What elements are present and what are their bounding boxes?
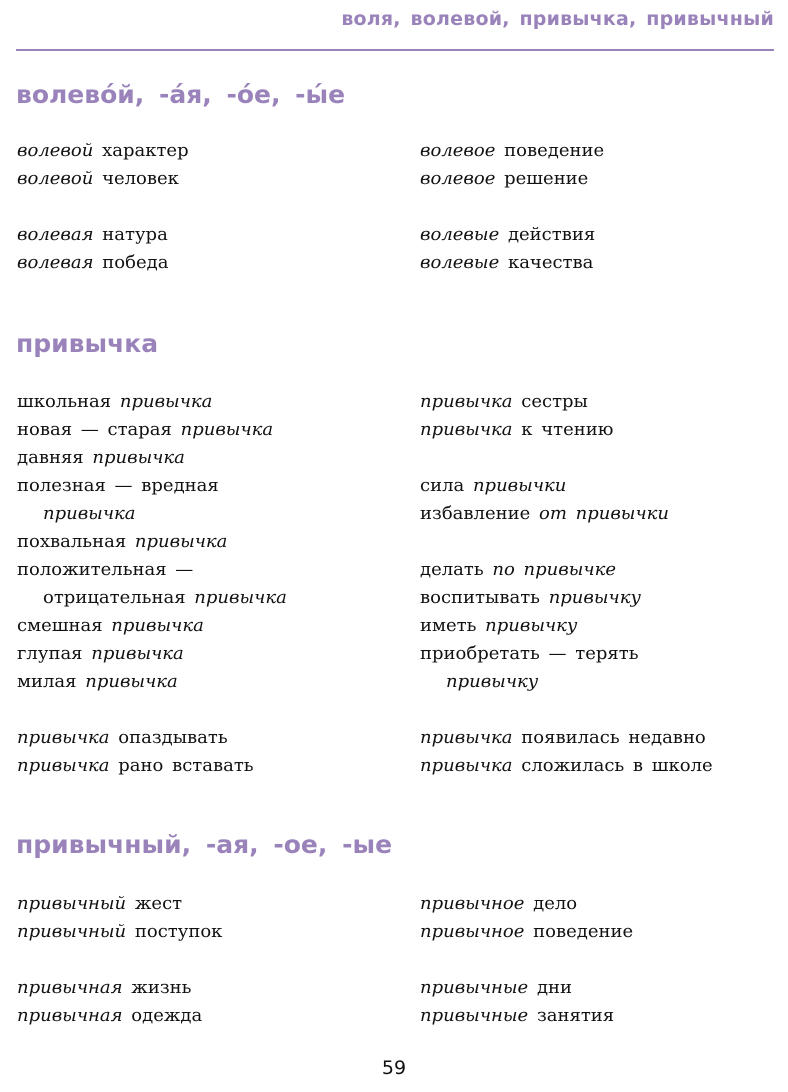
collocate-text: поведение [524, 921, 634, 942]
collocate-text: положительная — [17, 559, 194, 580]
collocate-text: жизнь [122, 977, 192, 998]
phrase-line [17, 221, 189, 249]
collocate-text: опаздывать [109, 727, 228, 748]
collocate-italic: волевое [420, 140, 496, 161]
collocate-italic: от привычки [538, 503, 669, 524]
phrase-line [17, 528, 287, 556]
collocate-italic: волевые [420, 224, 500, 245]
collocate-text: качества [499, 252, 594, 273]
entry-gap [17, 193, 189, 221]
phrase-line [420, 1002, 633, 1030]
collocate-italic: привычки [472, 475, 567, 496]
phrase-line [420, 752, 713, 780]
collocate-italic: волевой [17, 168, 94, 189]
phrase-line [17, 668, 287, 696]
phrase-line [17, 500, 287, 528]
collocate-text: к чтению [512, 419, 614, 440]
collocate-italic: привычка [119, 391, 213, 412]
collocate-text: новая — старая [17, 419, 181, 440]
phrase-line [420, 221, 604, 249]
phrase-line [17, 249, 189, 277]
collocate-text: полезная — вредная [17, 475, 219, 496]
page-number: 59 [381, 1057, 407, 1079]
collocate-italic: привычка [420, 419, 513, 440]
phrase-line [17, 584, 287, 612]
phrase-line [17, 640, 287, 668]
collocate-text: давняя [17, 447, 93, 468]
collocate-text: глупая [17, 643, 92, 664]
phrase-line [17, 974, 222, 1002]
collocate-text: действия [499, 224, 596, 245]
phrase-line [420, 556, 713, 584]
collocate-italic: привычка [194, 587, 287, 608]
phrase-line [17, 1002, 222, 1030]
phrase-line [17, 724, 287, 752]
entry-gap [420, 696, 713, 724]
collocate-text: сестры [512, 391, 588, 412]
phrase-line [17, 416, 287, 444]
collocate-italic: привычные [420, 1005, 529, 1026]
collocate-text: школьная [17, 391, 120, 412]
collocate-italic: привычку [485, 615, 578, 636]
header-divider [16, 49, 774, 51]
collocate-italic: привычный [17, 921, 127, 942]
collocate-text: жест [126, 893, 183, 914]
section-title: волево́й, -а́я, -о́е, -ы́е [16, 80, 346, 109]
collocate-text: появилась недавно [512, 727, 706, 748]
collocate-text: натура [93, 224, 168, 245]
phrase-line [17, 612, 287, 640]
collocate-italic: привычное [420, 921, 525, 942]
phrase-line [17, 890, 222, 918]
collocate-italic: привычка [91, 643, 184, 664]
collocate-italic: привычку [548, 587, 641, 608]
phrase-line [420, 612, 713, 640]
collocate-italic: по привычке [492, 559, 616, 580]
phrase-line [17, 388, 287, 416]
phrase-line [17, 444, 287, 472]
collocate-text: смешная [17, 615, 112, 636]
collocate-text: занятия [528, 1005, 615, 1026]
collocate-text: поведение [495, 140, 605, 161]
phrase-column-right [420, 388, 713, 780]
collocate-italic: привычка [85, 671, 178, 692]
phrase-column-left [17, 137, 189, 277]
collocate-text: решение [495, 168, 589, 189]
entry-gap [17, 946, 222, 974]
collocate-text: избавление [420, 503, 539, 524]
phrase-line [17, 165, 189, 193]
entry-gap [420, 193, 604, 221]
phrase-column-right [420, 137, 604, 277]
collocate-italic: волевые [420, 252, 500, 273]
collocate-italic: привычка [180, 419, 274, 440]
collocate-text: приобретать — терять [420, 643, 639, 664]
phrase-line [420, 584, 713, 612]
entry-gap [420, 528, 713, 556]
collocate-text: победа [93, 252, 169, 273]
section-title: привычный, -ая, -ое, -ые [16, 830, 393, 859]
collocate-italic: привычная [17, 977, 123, 998]
collocate-text: делать [420, 559, 493, 580]
collocate-italic: волевой [17, 140, 94, 161]
collocate-italic: привычка [43, 503, 136, 524]
phrase-line [420, 500, 713, 528]
collocate-italic: волевое [420, 168, 496, 189]
collocate-text: иметь [420, 615, 486, 636]
phrase-line [17, 137, 189, 165]
phrase-line [17, 918, 222, 946]
collocate-text: похвальная [17, 531, 135, 552]
collocate-italic: волевая [17, 224, 94, 245]
collocate-text: сила [420, 475, 473, 496]
phrase-column-left [17, 388, 287, 780]
running-head: воля, волевой, привычка, привычный [341, 8, 774, 30]
collocate-italic: привычка [17, 727, 110, 748]
phrase-line [420, 137, 604, 165]
collocate-italic: привычные [420, 977, 529, 998]
phrase-line [420, 249, 604, 277]
phrase-line [17, 752, 287, 780]
collocate-italic: привычный [17, 893, 127, 914]
entry-gap [420, 444, 713, 472]
collocate-italic: привычка [111, 615, 204, 636]
collocate-text: отрицательная [43, 587, 195, 608]
phrase-line [420, 640, 713, 668]
collocate-text: рано вставать [109, 755, 254, 776]
collocate-italic: волевая [17, 252, 94, 273]
collocate-text: дело [524, 893, 578, 914]
collocate-italic: привычная [17, 1005, 123, 1026]
collocate-text: дни [528, 977, 573, 998]
phrase-line [420, 890, 633, 918]
phrase-column-left [17, 890, 222, 1030]
collocate-italic: привычка [134, 531, 228, 552]
phrase-line [420, 724, 713, 752]
collocate-text: поступок [126, 921, 223, 942]
collocate-italic: привычка [420, 391, 513, 412]
collocate-italic: привычка [17, 755, 110, 776]
collocate-text: одежда [122, 1005, 203, 1026]
collocate-text: воспитывать [420, 587, 549, 608]
collocate-italic: привычное [420, 893, 525, 914]
phrase-line [420, 388, 713, 416]
collocate-text: человек [93, 168, 179, 189]
collocate-text: характер [93, 140, 189, 161]
phrase-line [420, 974, 633, 1002]
phrase-line [420, 165, 604, 193]
entry-gap [420, 946, 633, 974]
phrase-line [17, 472, 287, 500]
collocate-italic: привычку [446, 671, 539, 692]
collocate-italic: привычка [420, 755, 513, 776]
phrase-line [420, 668, 713, 696]
collocate-italic: привычка [420, 727, 513, 748]
section-title: привычка [16, 329, 159, 358]
phrase-line [420, 416, 713, 444]
collocate-text: сложилась в школе [512, 755, 713, 776]
collocate-italic: привычка [92, 447, 185, 468]
entry-gap [17, 696, 287, 724]
phrase-line [420, 472, 713, 500]
phrase-column-right [420, 890, 633, 1030]
phrase-line [420, 918, 633, 946]
collocate-text: милая [17, 671, 86, 692]
phrase-line [17, 556, 287, 584]
